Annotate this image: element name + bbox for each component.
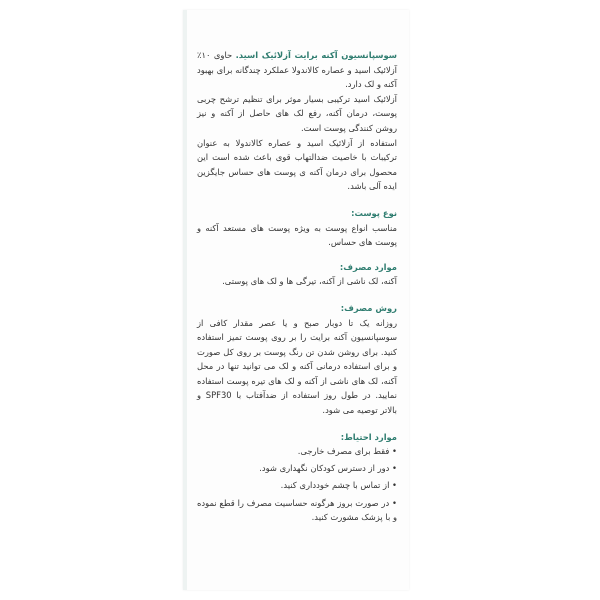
- skin-type-section: [197, 206, 397, 250]
- method-text: روزانه یک تا دوبار صبح و یا عصر مقدار کافی از سوسپانسیون آکنه برایت را بر روی پوست تمیز استفاده کنید. برای روشن شدن تن رنگ پوست بر روی کل صورت و برای استفاده درمانی آکنه و لک می توانید تنها در محل آکنه، لک های ناشی از آکنه و لک های تیره پوست استفاده نمایید. در طول روز استفاده از ضدآفتاب با SPF30 و بالاتر توصیه می شود.: [197, 317, 397, 416]
- skin-type-heading: نوع پوست:: [351, 207, 397, 218]
- usage-text: آکنه، لک ناشی از آکنه، تیرگی ها و لک های پوستی.: [222, 276, 397, 287]
- cautions-heading: موارد احتیاط:: [340, 431, 397, 442]
- caution-item: • دور از دسترس کودکان نگهداری شود.: [259, 463, 397, 474]
- description-content: [197, 48, 397, 527]
- caution-item: • در صورت بروز هرگونه حساسیت مصرف را قطع نموده و با پزشک مشورت کنید.: [197, 497, 397, 523]
- product-title: سوسپانسیون آکنه برایت آزلائیک اسید.: [235, 50, 397, 60]
- product-description-panel: [183, 10, 409, 590]
- intro-paragraph: [197, 48, 397, 92]
- caution-item: • فقط برای مصرف خارجی.: [297, 446, 397, 457]
- intro-text: حاوی ۱۰٪ آزلائیک اسید و عصاره کالاندولا عملکرد چندگانه برای بهبود آکنه و لک دارد.: [197, 50, 397, 90]
- skin-type-text: مناسب انواع پوست به ویژه پوست های مستعد آکنه و پوست های حساس.: [197, 222, 397, 248]
- caution-item: • از تماس با چشم خودداری کنید.: [280, 480, 397, 491]
- method-heading: روش مصرف:: [340, 302, 397, 313]
- cautions-list: [197, 444, 397, 524]
- azelaic-paragraph: آزلائیک اسید ترکیبی بسیار موثر برای تنظیم ترشح چربی پوست، درمان آکنه، رفع لک های حاصل از آکنه و نیز روشن کنندگی پوست است.: [197, 93, 397, 133]
- calendula-paragraph: استفاده از آزلائیک اسید و عصاره کالاندولا به عنوان ترکیبات با خاصیت ضدالتهاب قوی باعث شده است این محصول برای درمان آکنه ی پوست های حساس جایگزین ایده آلی باشد.: [197, 137, 397, 192]
- method-section: [197, 301, 397, 418]
- panel-edge-stripe: [183, 10, 187, 590]
- usage-section: [197, 260, 397, 289]
- usage-heading: موارد مصرف:: [339, 261, 397, 272]
- cautions-section: [197, 430, 397, 525]
